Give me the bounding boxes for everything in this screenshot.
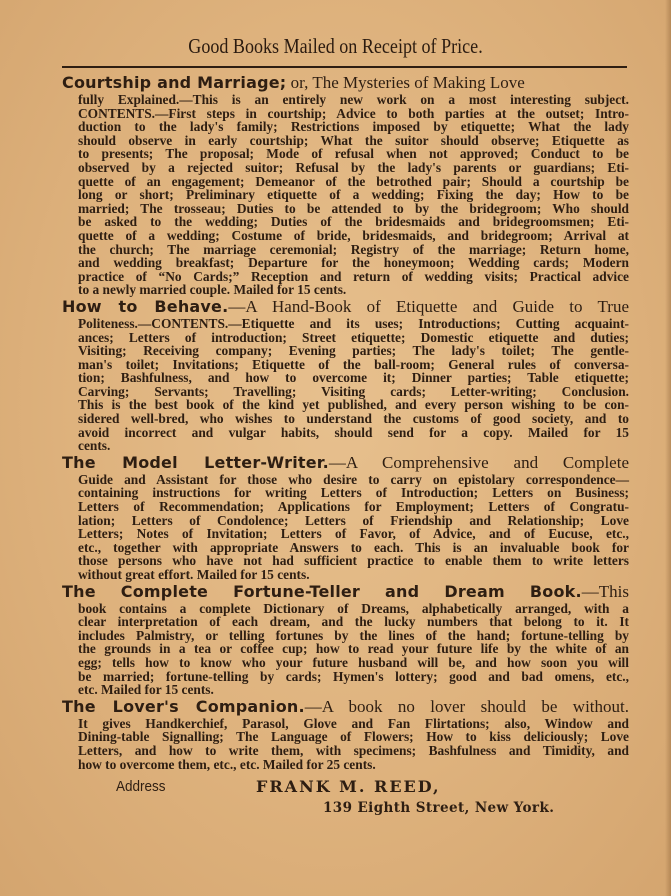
description-line: be asked to the wedding; Duties of the bridesmaids and bridegroomsmen; Eti- (78, 214, 629, 230)
book-listings (62, 73, 629, 771)
publisher-street: 139 Eighth Street, New York. (323, 800, 555, 816)
description-line: ances; Letters of introduction; Street etiquette; Domestic etiquette and duties; (78, 329, 629, 345)
description-line: tion; Bashfulness, and how to overcome it; Dinner parties; Table etiquette; (78, 370, 629, 386)
book-title: The Model Letter-Writer. (62, 452, 329, 472)
description-line: and wedding breakfast; Departure for the honeymoon; Wedding cards; Modern (78, 255, 629, 271)
description-line: long or short; Preliminary etiquette of a wedding; Fixing the day; How to be (78, 187, 629, 203)
header-rule (62, 66, 627, 68)
description-line: the grounds in a tea or coffee cup; how to read your future life by the white of an (78, 641, 629, 657)
description-line: fully Explained.—This is an entirely new work on a most interesting subject. (78, 92, 629, 107)
description-line: Visiting; Receiving company; Evening parties; The lady's toilet; The gentle- (78, 343, 629, 359)
book-entry (62, 297, 629, 453)
description-line: Dining-table Signalling; The Language of Flowers; How to kiss deliciously; Love (78, 729, 629, 745)
book-entry (62, 73, 629, 297)
book-subtitle: —A book no lover should be without. (304, 696, 629, 716)
description-line: quette of a wedding; Costume of bride, bridesmaids, and bridegroom; Arrival at (78, 227, 629, 243)
entry-heading-line (62, 297, 629, 317)
book-title: The Complete Fortune-Teller and Dream Book. (62, 581, 582, 601)
description-line: It gives Handkerchief, Parasol, Glove and Fan Flirtations; also, Window and (78, 715, 629, 731)
entry-heading-line (62, 582, 629, 602)
address-block (0, 778, 671, 798)
description-line: Carving; Servants; Travelling; Visiting cards; Letter-writing; Conclusion. (78, 383, 629, 399)
entry-heading-line (62, 73, 629, 93)
description-line: quette of an engagement; Demeanor of the betrothed pair; Should a courtship be (78, 173, 629, 189)
book-title: Courtship and Marriage; (62, 73, 287, 92)
description-line: to a newly married couple. Mailed for 15 cents. (78, 282, 347, 298)
book-subtitle: —This (581, 581, 629, 601)
description-line: Guide and Assistant for those who desire to carry on epistolary correspondence— (78, 471, 629, 487)
book-subtitle: —A Hand-Book of Etiquette and Guide to True (228, 296, 629, 316)
description-line: book contains a complete Dictionary of Dreams, alphabetically arranged, with a (78, 600, 629, 616)
description-line: be married; fortune-telling by cards; Hymen's lottery; good and bad omens, etc., (78, 668, 629, 684)
page-header: Good Books Mailed on Receipt of Price. (188, 34, 483, 58)
description-line: observed by a rejected suitor; Refusal by the lady's parents or guardians; Eti- (78, 159, 629, 175)
address-label: Address (116, 778, 166, 795)
description-line: etc. Mailed for 15 cents. (78, 682, 214, 698)
description-line: those persons who have not had sufficient practice to enable them to write letters (78, 553, 629, 569)
book-entry (62, 453, 629, 582)
description-line: This is the best book of the kind yet published, and every person wishing to be con- (78, 397, 629, 413)
description-line: etc., together with appropriate Answers to each. This is an invaluable book for (78, 539, 629, 555)
description-line: Letters of Recommendation; Applications for Employment; Letters of Congratu- (78, 499, 629, 515)
entry-heading-line (62, 453, 629, 473)
description-line: duction to the lady's family; Restrictions imposed by etiquette; What the lady (78, 119, 629, 135)
description-line: to presents; The proposal; Mode of refusal when not approved; Conduct to be (78, 146, 629, 162)
description-line: sidered well-bred, who wishes to understand the customs of good society, and to (78, 411, 629, 427)
page-edge-shadow (665, 0, 671, 896)
description-line: man's toilet; Invitations; Etiquette of the ball-room; General rules of conversa- (78, 356, 629, 372)
description-line: includes Palmistry, or telling fortunes by the lines of the hand; fortune-telling by (78, 627, 629, 643)
description-line: lation; Letters of Condolence; Letters of Friendship and Relationship; Love (78, 512, 629, 528)
book-title: How to Behave. (62, 296, 229, 316)
description-line: cents. (78, 438, 111, 454)
description-line: the church; The marriage ceremonial; Registry of the marriage; Return home, (78, 241, 629, 257)
description-line: should observe in early courtship; What the suitor should observe; Etiquette as (78, 132, 629, 148)
description-line: how to overcome them, etc., etc. Mailed for 25 cents. (78, 756, 376, 772)
description-line: married; The trosseau; Duties to be attended to by the bridegroom; Who should (78, 200, 629, 216)
book-title: The Lover's Companion. (62, 696, 305, 716)
book-subtitle: —A Comprehensive and Complete (328, 452, 629, 472)
entry-heading-line (62, 697, 629, 717)
description-line: CONTENTS.—First steps in courtship; Advice to both parties at the outset; Intro- (78, 105, 629, 121)
description-line: avoid incorrect and vulgar habits, should send for a copy. Mailed for 15 (78, 424, 629, 440)
description-line: clear interpretation of each dream, and the lucky numbers that belong to it. It (78, 614, 629, 630)
description-line: egg; tells how to know who your future husband will be, and how soon you will (78, 654, 629, 670)
description-line: Letters, and how to write them, with specimens; Bashfulness and Timidity, and (78, 742, 629, 758)
book-entry (62, 697, 629, 771)
description-line: Letters; Notes of Invitation; Letters of Favor, of Advice, and of Eucuse, etc., (78, 526, 629, 542)
description-line: without great effort. Mailed for 15 cents. (78, 567, 310, 582)
book-entry (62, 582, 629, 697)
publisher-name: FRANK M. REED, (256, 777, 441, 796)
book-subtitle: or, The Mysteries of Making Love (286, 73, 525, 92)
description-line: Politeness.—CONTENTS.—Etiquette and its uses; Introductions; Cutting acquaint- (78, 315, 629, 331)
description-line: practice of “No Cards;” Reception and return of wedding visits; Practical advice (78, 268, 629, 284)
description-line: containing instructions for writing Letters of Introduction; Letters on Business; (78, 485, 629, 501)
